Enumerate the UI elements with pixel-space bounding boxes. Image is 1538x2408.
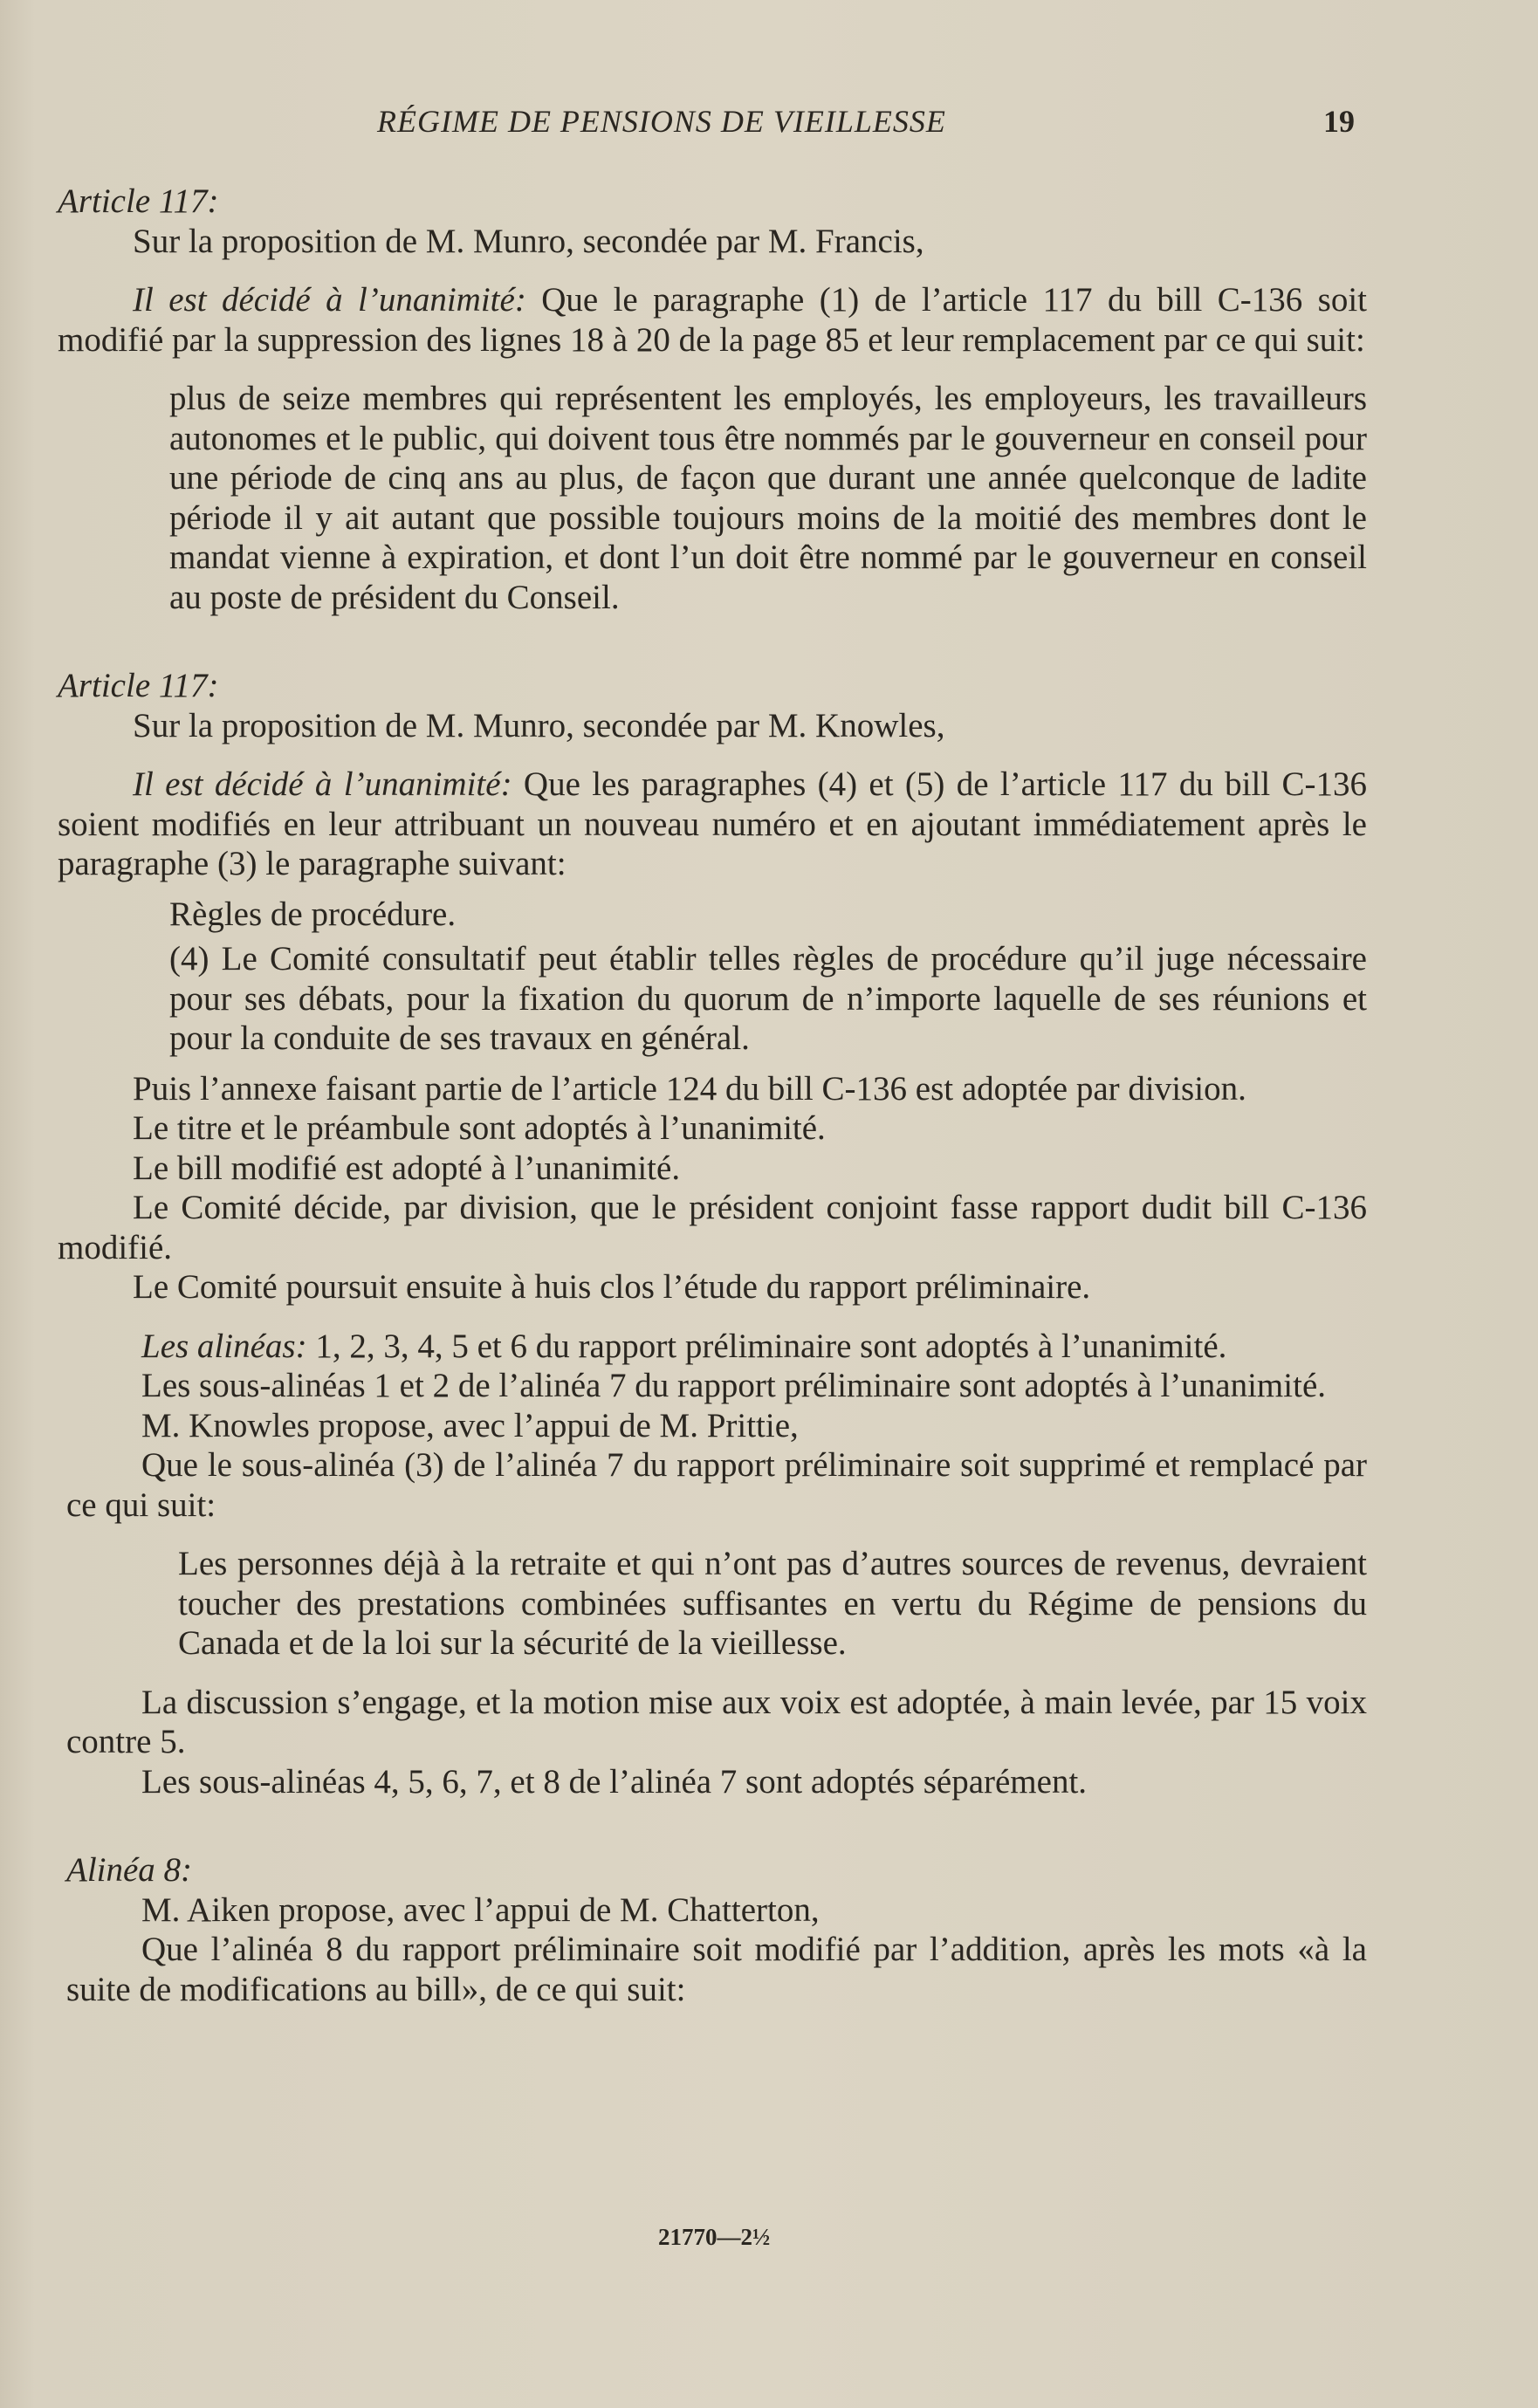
paragraph-resolution-1 [58, 280, 1367, 360]
running-title: RÉGIME DE PENSIONS DE VIEILLESSE [377, 104, 946, 139]
paragraph-motion-supprime: Que le sous-alinéa (3) de l’alinéa 7 du rapport préliminaire soit supprimé et remplacé par ce qui suit: [66, 1446, 1367, 1524]
paragraph-annexe: Puis l’annexe faisant partie de l’article 124 du bill C-136 est adoptée par division. [133, 1069, 1246, 1108]
lower-section [58, 1327, 1367, 2010]
paragraph-aiken-propose: M. Aiken propose, avec l’appui de M. Chatterton, [141, 1890, 820, 1929]
page-number: 19 [1323, 104, 1355, 139]
paragraph-discussion: La discussion s’engage, et la motion mise aux voix est adoptée, à main levée, par 15 voix contre 5. [66, 1683, 1367, 1760]
resolution-lead: Il est décidé à l’unanimité: [133, 765, 512, 803]
section-heading-alinea-8: Alinéa 8: [66, 1851, 193, 1889]
paragraph-sous-alineas-4-8: Les sous-alinéas 4, 5, 6, 7, et 8 de l’alinéa 7 sont adoptés séparément. [141, 1762, 1088, 1801]
resolution-text: Que les paragraphes (4) et (5) de l’article 117 du bill C-136 soient modifiés en leur attribuant un nouveau numéro et en ajoutant immédiatement après le paragraphe (3) le paragraphe suivant: [58, 765, 1368, 882]
quoted-amendment-1: plus de seize membres qui représentent les employés, les employeurs, les travailleurs autonomes et le public, qui doivent tous être nommés par le gouverneur en conseil pour une période de cinq ans au plus, de façon que durant une année quelconque de ladite période il y ait autant que possible toujours moins de la moitié des membres dont le mandat vienne à expiration, et dont l’un doit être nommé par le gouverneur en conseil au poste de président du Conseil. [169, 380, 1367, 616]
quoted-rules-text: (4) Le Comité consultatif peut établir telles règles de procédure qu’il juge nécessaire pour ses débats, pour la fixation du quorum de n’importe laquelle de ses réunions et pour la conduite de ses travaux en général. [169, 940, 1367, 1057]
page-body [58, 182, 1367, 2009]
resolution-text: Que le paragraphe (1) de l’article 117 du bill C-136 soit modifié par la suppression des lignes 18 à 20 de la page 85 et leur remplacement par ce qui suit: [58, 281, 1367, 359]
paragraph-bill-adopte: Le bill modifié est adopté à l’unanimité. [133, 1149, 681, 1187]
resolution-lead: Il est décidé à l’unanimité: [133, 281, 526, 319]
running-header [0, 98, 1538, 150]
paragraph-motion-francis: Sur la proposition de M. Munro, secondée par M. Francis, [133, 222, 924, 260]
paragraph-titre: Le titre et le préambule sont adoptés à l’unanimité. [133, 1109, 826, 1147]
alineas-lead: Les alinéas: [141, 1327, 307, 1365]
paragraph-motion-alinea-8: Que l’alinéa 8 du rapport préliminaire soit modifié par l’addition, après les mots «à la suite de modifications au bill», de ce qui suit: [66, 1931, 1367, 2008]
paragraph-resolution-2 [58, 765, 1367, 884]
paragraph-huis-clos: Le Comité poursuit ensuite à huis clos l’étude du rapport préliminaire. [133, 1268, 1091, 1306]
quoted-rules-heading: Règles de procédure. [169, 895, 457, 933]
paragraph-rapport: Le Comité décide, par division, que le président conjoint fasse rapport dudit bill C-136 modifié. [58, 1189, 1367, 1266]
quoted-amendment-2: Les personnes déjà à la retraite et qui n’ont pas d’autres sources de revenus, devraient toucher des prestations combinées suffisantes en vertu du Régime de pensions du Canada et de la loi sur la sécurité de la vieillesse. [178, 1545, 1367, 1662]
printer-signature: 21770—2½ [658, 2224, 771, 2250]
paragraph-motion-knowles: Sur la proposition de M. Munro, secondée par M. Knowles, [133, 706, 945, 744]
alineas-text: 1, 2, 3, 4, 5 et 6 du rapport préliminaire sont adoptés à l’unanimité. [306, 1327, 1227, 1365]
section-heading-article-117-b: Article 117: [58, 667, 219, 704]
paragraph-knowles-propose: M. Knowles propose, avec l’appui de M. Prittie, [141, 1406, 799, 1444]
section-heading-article-117-a: Article 117: [58, 182, 219, 220]
paragraph-sous-alineas-1-2: Les sous-alinéas 1 et 2 de l’alinéa 7 du rapport préliminaire sont adoptés à l’unanimité. [141, 1367, 1327, 1404]
paragraph-alineas [66, 1327, 1367, 1367]
